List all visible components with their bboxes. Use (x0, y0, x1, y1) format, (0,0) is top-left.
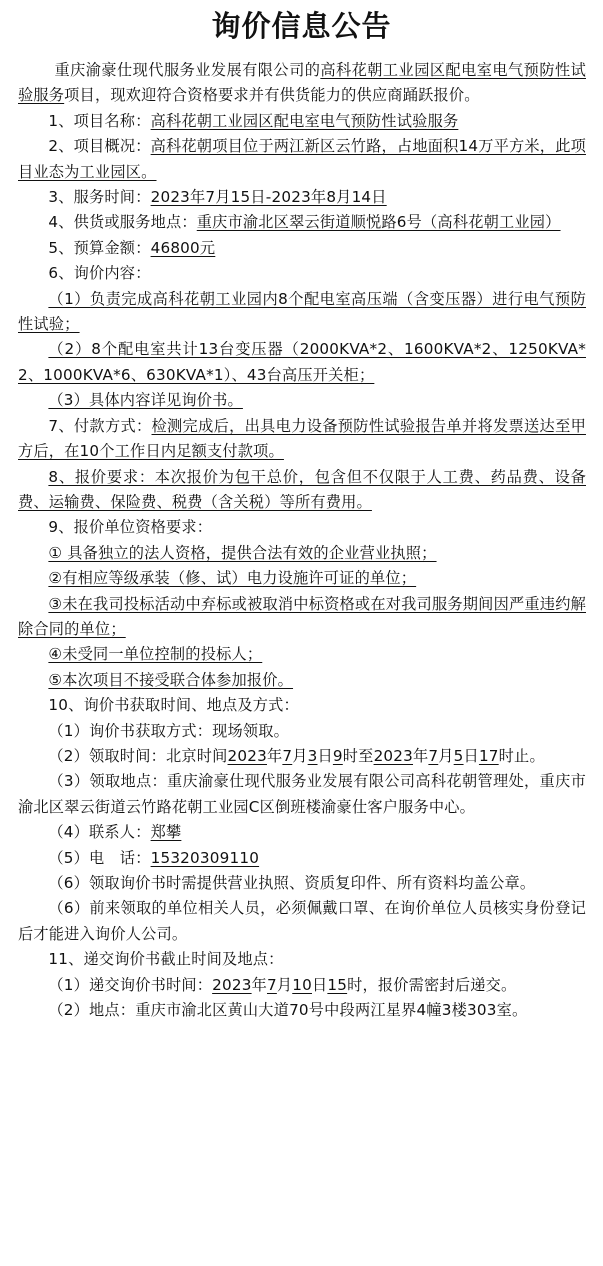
qualification-text: ④未受同一单位控制的投标人； (48, 645, 263, 664)
obtain-requirement-text: （6）领取询价书时需提供营业执照、资质复印件、所有资料均盖公章。 (48, 874, 536, 892)
item-label: （5）电 话： (48, 848, 151, 867)
inquiry-content-3 (18, 388, 586, 413)
obtain-time (18, 744, 586, 769)
item-label: 5、预算金额： (48, 238, 151, 257)
item-label: 2、项目概况： (48, 137, 151, 156)
item-label: （4）联系人： (48, 823, 151, 842)
obtain-method (18, 719, 586, 744)
qualification-text: ⑤本次项目不接受联合体参加报价。 (48, 670, 294, 689)
intro-project-name: 高科花朝工业园区配电室电气预防性试验服务 (18, 61, 586, 105)
date-unit: 月 (438, 746, 454, 765)
qualification-1 (18, 541, 586, 566)
date-unit: 日 (463, 746, 479, 765)
obtain-time-label: （2）领取时间：北京时间 (48, 746, 228, 765)
item-label: 3、服务时间： (48, 188, 151, 207)
item-service-time (18, 185, 586, 210)
date-unit: 时止。 (498, 746, 545, 765)
item-label: 10、询价书获取时间、地点及方式： (48, 696, 299, 715)
visitor-requirement (18, 896, 586, 947)
service-time-value: 2023年7月15日-2023年8月14日 (150, 188, 387, 207)
item-submission (18, 947, 586, 972)
date-unit: 时至 (342, 746, 374, 765)
inquiry-content-text: （3）具体内容详见询价书。 (48, 391, 243, 410)
contact-person (18, 820, 586, 845)
obtain-start-hour: 9 (332, 746, 343, 765)
qualification-3 (18, 592, 586, 643)
qualification-text: ②有相应等级承装（修、试）电力设施许可证的单位； (48, 569, 417, 588)
obtain-requirement (18, 871, 586, 896)
item-project-overview (18, 134, 586, 185)
obtain-start-year: 2023 (227, 746, 267, 765)
budget-value: 46800元 (150, 238, 216, 257)
item-label: 4、供货或服务地点： (48, 213, 197, 232)
item-quote-requirement (18, 465, 586, 516)
obtain-end-month: 7 (428, 746, 439, 765)
item-inquiry-content (18, 261, 586, 286)
qualification-2 (18, 566, 586, 591)
item-project-name (18, 109, 586, 134)
date-unit: 月 (276, 975, 293, 994)
inquiry-content-1 (18, 287, 586, 338)
inquiry-content-text: （2）8个配电室共计13台变压器（2000KVA*2、1600KVA*2、1250KVA*2、1000KVA*6、630KVA*1）、43台高压开关柜； (18, 340, 586, 384)
date-unit: 年 (413, 746, 429, 765)
item-label: 6、询价内容： (48, 264, 151, 283)
submission-time (18, 973, 586, 998)
contact-person-value: 郑攀 (150, 823, 182, 842)
date-unit: 年 (266, 746, 283, 765)
date-unit: 月 (292, 746, 308, 765)
submission-day: 10 (292, 975, 312, 994)
item-label: 7、付款方式： (48, 416, 152, 435)
contact-phone-value: 15320309110 (150, 848, 260, 867)
obtain-start-day: 3 (307, 746, 318, 765)
intro-text: 重庆渝豪仕现代服务业发展有限公司的 (54, 61, 321, 79)
obtain-location (18, 769, 586, 820)
contact-phone (18, 846, 586, 871)
intro-text-end: 项目，现欢迎符合资格要求并有供货能力的供应商踊跃报价。 (64, 86, 480, 105)
inquiry-content-text: （1）负责完成高科花朝工业园内8个配电室高压端（含变压器）进行电气预防性试验； (18, 289, 586, 334)
project-name-value: 高科花朝工业园区配电室电气预防性试验服务 (150, 111, 459, 130)
service-location-value: 重庆市渝北区翠云街道顺悦路6号（高科花朝工业园） (196, 213, 561, 232)
item-label: 11、递交询价书截止时间及地点： (48, 950, 284, 969)
item-obtain-info (18, 693, 586, 718)
qualification-text: ① 具备独立的法人资格，提供合法有效的企业营业执照； (48, 543, 437, 562)
qualification-5 (18, 668, 586, 693)
item-label: 1、项目名称： (48, 111, 151, 130)
obtain-end-day: 5 (453, 746, 464, 765)
obtain-start-month: 7 (282, 746, 293, 765)
item-qualification (18, 515, 586, 540)
submission-time-label: （1）递交询价书时间： (48, 975, 213, 994)
project-overview-value: 高科花朝项目位于两江新区云竹路，占地面积14万平方米，此项目业态为工业园区。 (18, 137, 586, 181)
submission-month: 7 (266, 975, 277, 994)
item-service-location (18, 210, 586, 235)
item-budget (18, 236, 586, 261)
intro-paragraph (18, 58, 586, 109)
submission-location (18, 998, 586, 1023)
submission-hour: 15 (327, 975, 348, 994)
quote-requirement-text: 8、报价要求：本次报价为包干总价，包含但不仅限于人工费、药品费、设备费、运输费、保险费、税费（含关税）等所有费用。 (18, 467, 586, 511)
obtain-end-year: 2023 (373, 746, 414, 765)
submission-location-text: （2）地点：重庆市渝北区黄山大道70号中段两江星界4幢3楼303室。 (48, 1001, 528, 1020)
payment-method-value: 检测完成后，出具电力设备预防性试验报告单并将发票送达至甲方后，在10个工作日内足额支付款项。 (18, 416, 586, 461)
date-unit: 日 (311, 975, 328, 994)
obtain-method-text: （1）询价书获取方式：现场领取。 (48, 721, 290, 740)
submission-time-end: 时，报价需密封后递交。 (347, 975, 517, 994)
obtain-location-text: （3）领取地点：重庆渝豪仕现代服务业发展有限公司高科花朝管理处，重庆市渝北区翠云街道云竹路花朝工业园C区倒班楼渝豪仕客户服务中心。 (18, 772, 586, 816)
document-body (18, 58, 586, 1023)
date-unit: 年 (251, 975, 267, 994)
submission-year: 2023 (212, 975, 252, 994)
qualification-4 (18, 642, 586, 667)
item-label: 9、报价单位资格要求： (48, 518, 213, 537)
obtain-end-hour: 17 (478, 746, 499, 765)
qualification-text: ③未在我司投标活动中弃标或被取消中标资格或在对我司服务期间因严重违约解除合同的单位； (18, 594, 586, 638)
date-unit: 日 (317, 746, 333, 765)
document-title: 询价信息公告 (211, 9, 392, 43)
item-payment-method (18, 414, 586, 465)
visitor-requirement-text: （6）前来领取的单位相关人员，必须佩戴口罩、在询价单位人员核实身份登记后才能进入询价人公司。 (18, 899, 586, 943)
inquiry-content-2 (18, 337, 586, 388)
